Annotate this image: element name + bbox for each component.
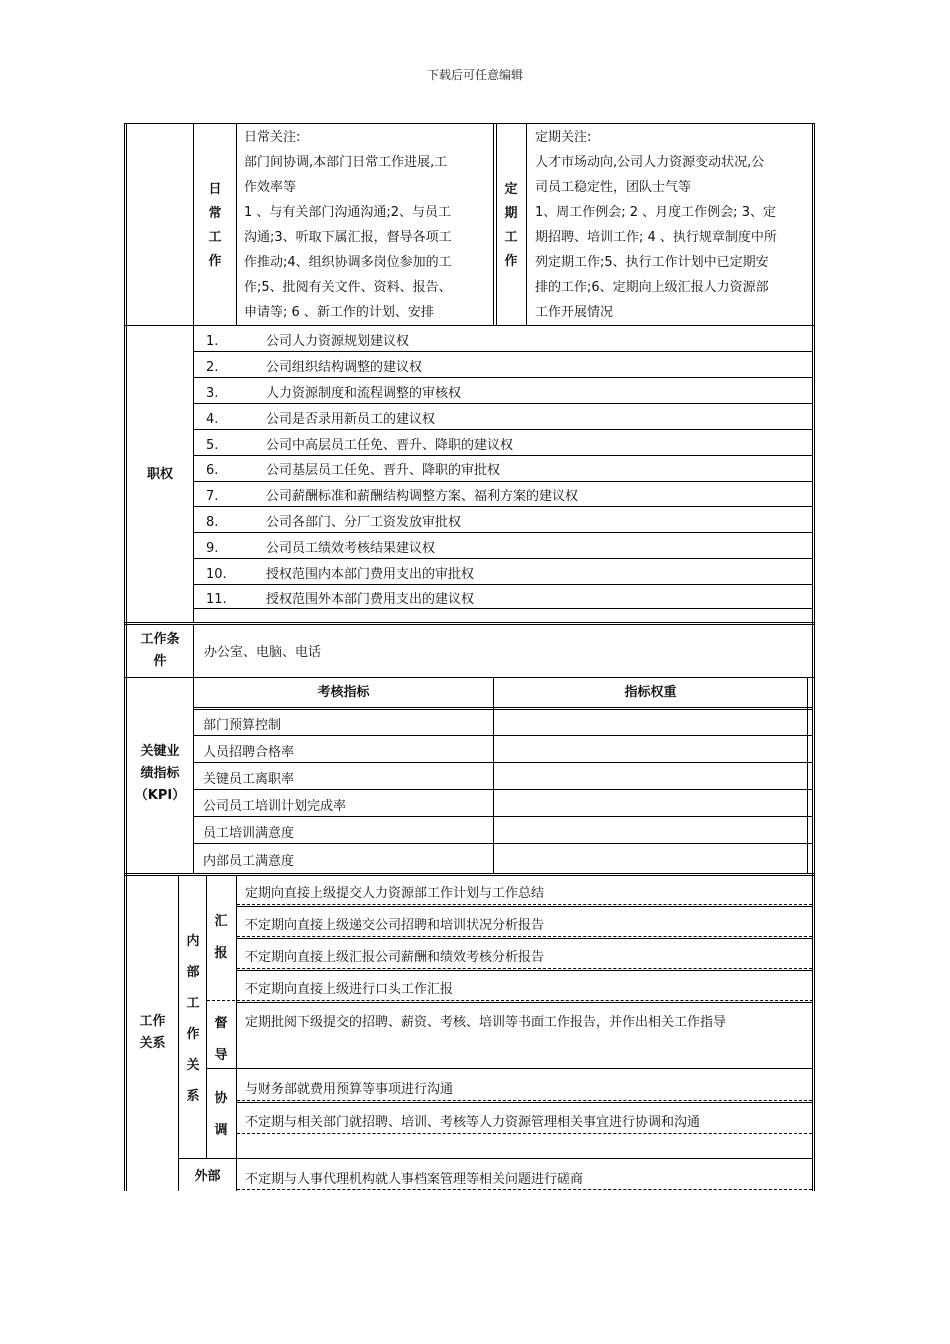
table-right-border-inner [814, 123, 815, 1191]
relation-row: 不定期与相关部门就招聘、培训、考核等人力资源管理相关事宜进行协调和沟通 [245, 1115, 701, 1130]
table-left-border [124, 123, 125, 1191]
periodic-work-text: 定期关注: 人才市场动向,公司人力资源变动状况,公 司员工稳定性，团队士气等 1、周工作例会; 2 、月度工作例会; 3、定 期招聘、培训工作; 4 、执行规章制度中所 列定期工作;5、执行工作计划中已定期安 排的工作;6、定期向上级汇报人力资源部 工作开展情况 [535, 130, 777, 320]
authority-item: 7. 公司薪酬标准和薪酬结构调整方案、福利方案的建议权 [206, 489, 579, 504]
authority-item: 9. 公司员工绩效考核结果建议权 [206, 541, 436, 556]
kpi-row: 人员招聘合格率 [203, 745, 295, 760]
relations-label: 工作 关系 [139, 1014, 166, 1051]
kpi-row: 公司员工培训计划完成率 [203, 799, 347, 814]
relation-row: 定期向直接上级提交人力资源部工作计划与工作总结 [245, 886, 545, 901]
daily-work-text: 日常关注: 部门间协调,本部门日常工作进展,工 作效率等 1 、与有关部门沟通沟通;2、与员工 沟通;3、听取下属汇报，督导各项工 作推动;4、组织协调多岗位参加的工 作;5、批阅有关文件、资料、报告、 申请等; 6 、新工作的计划、安排 [244, 130, 452, 320]
conditions-label: 工作条 件 [140, 632, 180, 669]
report-label: 汇 报 [214, 914, 228, 961]
kpi-row: 员工培训满意度 [203, 826, 295, 841]
periodic-work-label: 定 期 工 作 [504, 182, 518, 269]
authority-item: 8. 公司各部门、分厂工资发放审批权 [206, 515, 462, 530]
kpi-row: 部门预算控制 [203, 718, 282, 733]
internal-label: 内 部 工 作 关 系 [186, 934, 200, 1104]
page-header: 下载后可任意编辑 [426, 68, 523, 82]
authority-item: 3. 人力资源制度和流程调整的审核权 [206, 386, 462, 401]
authority-item: 1. 公司人力资源规划建议权 [206, 334, 410, 349]
relation-row: 不定期向直接上级递交公司招聘和培训状况分析报告 [245, 918, 545, 933]
external-label: 外部 [194, 1169, 221, 1184]
supervise-label: 督 导 [214, 1016, 228, 1063]
authority-item: 4. 公司是否录用新员工的建议权 [206, 412, 436, 427]
relation-row: 不定期与人事代理机构就人事档案管理等相关问题进行磋商 [245, 1172, 584, 1187]
authority-item: 11. 授权范围外本部门费用支出的建议权 [206, 592, 475, 607]
kpi-column-weight: 指标权重 [624, 685, 677, 700]
kpi-label: 关键业 绩指标 （KPI） [134, 744, 186, 803]
kpi-row: 内部员工满意度 [203, 854, 295, 869]
relation-row: 与财务部就费用预算等事项进行沟通 [245, 1082, 454, 1097]
table-right-border [812, 123, 813, 1191]
conditions-value: 办公室、电脑、电话 [204, 645, 322, 660]
coordinate-label: 协 调 [214, 1091, 228, 1138]
authority-label: 职权 [146, 467, 173, 482]
kpi-column-indicator: 考核指标 [317, 685, 370, 700]
daily-work-label: 日 常 工 作 [208, 182, 222, 269]
relation-row: 不定期向直接上级进行口头工作汇报 [245, 982, 454, 997]
relation-row: 不定期向直接上级汇报公司薪酬和绩效考核分析报告 [245, 950, 545, 965]
authority-item: 6. 公司基层员工任免、晋升、降职的审批权 [206, 463, 501, 478]
authority-item: 10. 授权范围内本部门费用支出的审批权 [206, 567, 475, 582]
authority-item: 2. 公司组织结构调整的建议权 [206, 360, 423, 375]
authority-item: 5. 公司中高层员工任免、晋升、降职的建议权 [206, 438, 514, 453]
table-top-border [124, 123, 815, 124]
kpi-row: 关键员工离职率 [203, 772, 295, 787]
relation-row: 定期批阅下级提交的招聘、薪资、考核、培训等书面工作报告，并作出相关工作指导 [245, 1015, 727, 1030]
